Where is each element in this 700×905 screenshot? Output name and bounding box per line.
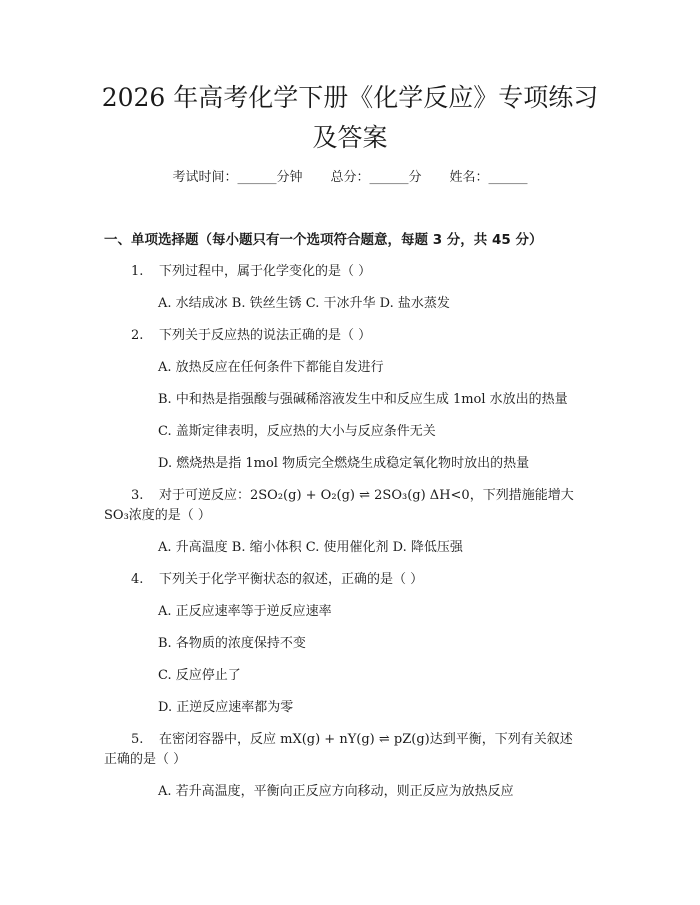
option-a: A. 放热反应在任何条件下都能自发进行 bbox=[158, 360, 384, 375]
option-a: A. 若升高温度，平衡向正反应方向移动，则正反应为放热反应 bbox=[158, 784, 514, 799]
question-3-options: A. 升高温度 B. 缩小体积 C. 使用催化剂 D. 降低压强 bbox=[158, 540, 463, 555]
question-text-line-2: SO₃浓度的是（ ） bbox=[104, 508, 211, 523]
option-d: D. 燃烧热是指 1mol 物质完全燃烧生成稳定氧化物时放出的热量 bbox=[158, 456, 530, 471]
question-number: 4. bbox=[131, 572, 144, 587]
question-5 bbox=[104, 730, 604, 770]
question-text-line-1: 对于可逆反应：2SO₂(g) + O₂(g) ⇌ 2SO₃(g) ΔH<0，下列措施能增大 bbox=[159, 488, 574, 503]
question-number: 5. bbox=[131, 732, 144, 747]
section-heading: 一、单项选择题（每小题只有一个选项符合题意，每题 3 分，共 45 分） bbox=[104, 232, 543, 248]
exam-info-row bbox=[0, 168, 700, 188]
question-number: 2. bbox=[131, 328, 144, 343]
question-text: 下列关于反应热的说法正确的是（ ） bbox=[159, 328, 372, 343]
exam-time-field: 考试时间：______分钟 bbox=[172, 170, 303, 185]
question-3 bbox=[104, 486, 604, 526]
total-score-field: 总分：______分 bbox=[330, 170, 422, 185]
option-c: C. 盖斯定律表明，反应热的大小与反应条件无关 bbox=[158, 424, 436, 439]
question-4 bbox=[131, 570, 423, 590]
question-text-line-1: 在密闭容器中，反应 mX(g) + nY(g) ⇌ pZ(g)达到平衡，下列有关叙述 bbox=[159, 732, 573, 747]
option-c: C. 反应停止了 bbox=[158, 668, 241, 683]
question-text-line-2: 正确的是（ ） bbox=[104, 752, 187, 767]
question-2 bbox=[131, 326, 371, 346]
title-line-1: 2026 年高考化学下册《化学反应》专项练习 bbox=[101, 83, 599, 112]
document-title bbox=[60, 78, 640, 158]
option-a: A. 正反应速率等于逆反应速率 bbox=[158, 604, 332, 619]
question-text: 下列关于化学平衡状态的叙述，正确的是（ ） bbox=[159, 572, 424, 587]
question-1 bbox=[131, 262, 371, 282]
option-b: B. 各物质的浓度保持不变 bbox=[158, 636, 306, 651]
question-1-options: A. 水结成冰 B. 铁丝生锈 C. 干冰升华 D. 盐水蒸发 bbox=[158, 296, 450, 311]
question-number: 1. bbox=[131, 264, 144, 279]
option-b: B. 中和热是指强酸与强碱稀溶液发生中和反应生成 1mol 水放出的热量 bbox=[158, 392, 568, 407]
question-number: 3. bbox=[131, 488, 144, 503]
question-text: 下列过程中，属于化学变化的是（ ） bbox=[159, 264, 372, 279]
title-line-2: 及答案 bbox=[312, 123, 388, 152]
student-name-field: 姓名：______ bbox=[449, 170, 528, 185]
option-d: D. 正逆反应速率都为零 bbox=[158, 700, 294, 715]
